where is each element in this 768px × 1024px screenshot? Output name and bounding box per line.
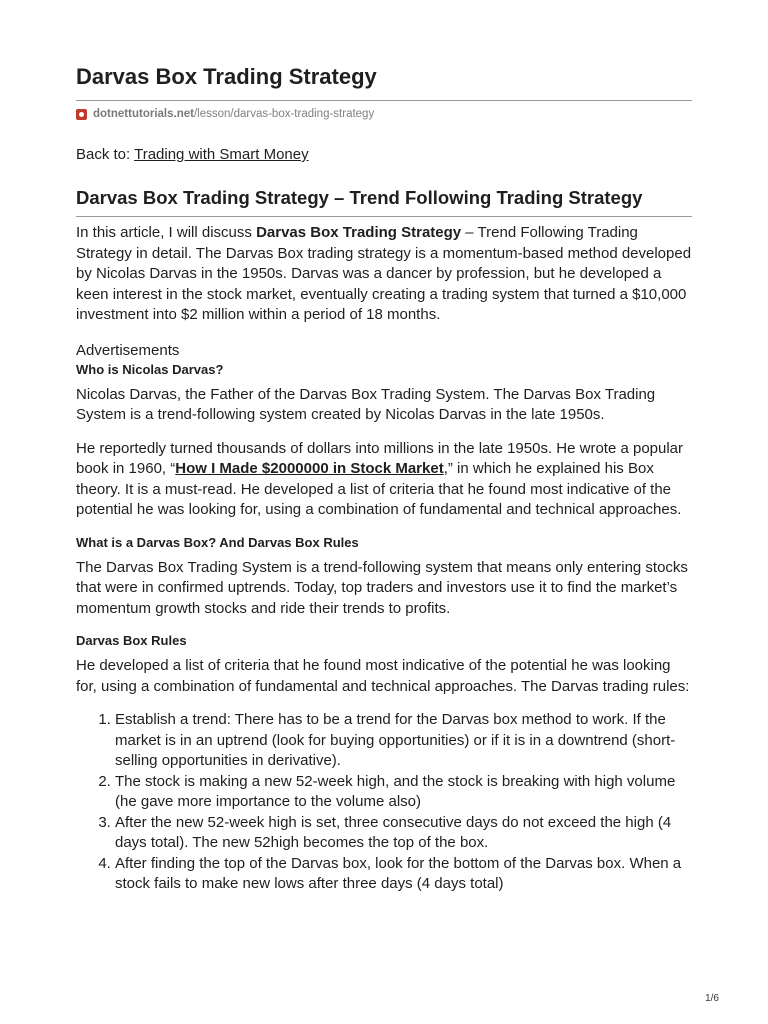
article-heading: Darvas Box Trading Strategy – Trend Following Trading Strategy — [76, 186, 692, 217]
back-link[interactable]: Trading with Smart Money — [134, 146, 309, 163]
intro-bold-term: Darvas Box Trading Strategy — [256, 224, 462, 241]
intro-paragraph — [76, 223, 692, 326]
article — [76, 62, 692, 895]
list-item: 1. Establish a trend: There has to be a trend for the Darvas box method to work. If the market is in an uptrend (look for buying opportunities) or if it is in a downtrend (short-selling opportunities in derivative). — [115, 710, 692, 772]
back-prefix: Back to: — [76, 146, 135, 163]
rules-list — [76, 710, 692, 895]
list-item: 3. After the new 52-week high is set, three consecutive days do not exceed the high (4 days total). The new 52high becomes the top of the box. — [115, 813, 692, 854]
source-url[interactable] — [76, 107, 692, 121]
intro-text-end: – Trend Following Trading Strategy in detail. The Darvas Box trading strategy is a momentum-based method developed by Nicolas Darvas in the 1950s. Darvas was a dancer by profession, but he developed a keen interest in the stock market, eventually creating a trading system that turned a $10,000 investment into $2 million within a period of 18 months. — [76, 224, 692, 323]
list-item: 4. After finding the top of the Darvas box, look for the bottom of the Darvas box. When a stock fails to make new lows after three days (4 days total) — [115, 854, 692, 895]
box-paragraph: The Darvas Box Trading System is a trend-following system that means only entering stocks that were in confirmed uptrends. Today, top traders and investors use it to find the market’s momentum growth stocks and ride their trends to profits. — [76, 558, 688, 617]
who-paragraph: Nicolas Darvas, the Father of the Darvas Box Trading System. The Darvas Box Trading System is a trend-following system created by Nicolas Darvas in the late 1950s. — [76, 385, 656, 423]
site-favicon-icon — [76, 109, 87, 120]
list-item: 2. The stock is making a new 52-week high, and the stock is breaking with high volume (he gave more importance to the volume also) — [115, 772, 692, 813]
page-title: Darvas Box Trading Strategy — [76, 62, 692, 101]
source-domain: dotnettutorials.net — [93, 108, 194, 120]
book-text-start: He reportedly turned thousands of dollars into millions in the late 1950s. He wrote a popular book in 1960, “ — [76, 439, 684, 477]
advertisements-label: Advertisements — [76, 341, 180, 359]
page-number: 1/6 — [705, 993, 719, 1004]
breadcrumb — [76, 145, 692, 165]
source-path: /lesson/darvas-box-trading-strategy — [193, 108, 375, 120]
book-text-end: ,” in which he explained his Box theory. It is a must-read. He developed a list of criteria that he found most indicative of the potential he was looking for, using a combination of fundamental and technical approaches. — [76, 460, 682, 518]
who-heading: Who is Nicolas Darvas? — [76, 361, 224, 377]
intro-text-start: In this article, I will discuss — [76, 224, 257, 241]
rules-paragraph: He developed a list of criteria that he found most indicative of the potential he was looking for, using a combination of fundamental and technical approaches. The Darvas trading rules: — [76, 657, 690, 695]
rules-heading: Darvas Box Rules — [76, 633, 187, 648]
box-heading: What is a Darvas Box? And Darvas Box Rules — [76, 534, 359, 550]
book-link[interactable]: How I Made $2000000 in Stock Market — [175, 460, 444, 477]
book-paragraph — [76, 439, 692, 521]
